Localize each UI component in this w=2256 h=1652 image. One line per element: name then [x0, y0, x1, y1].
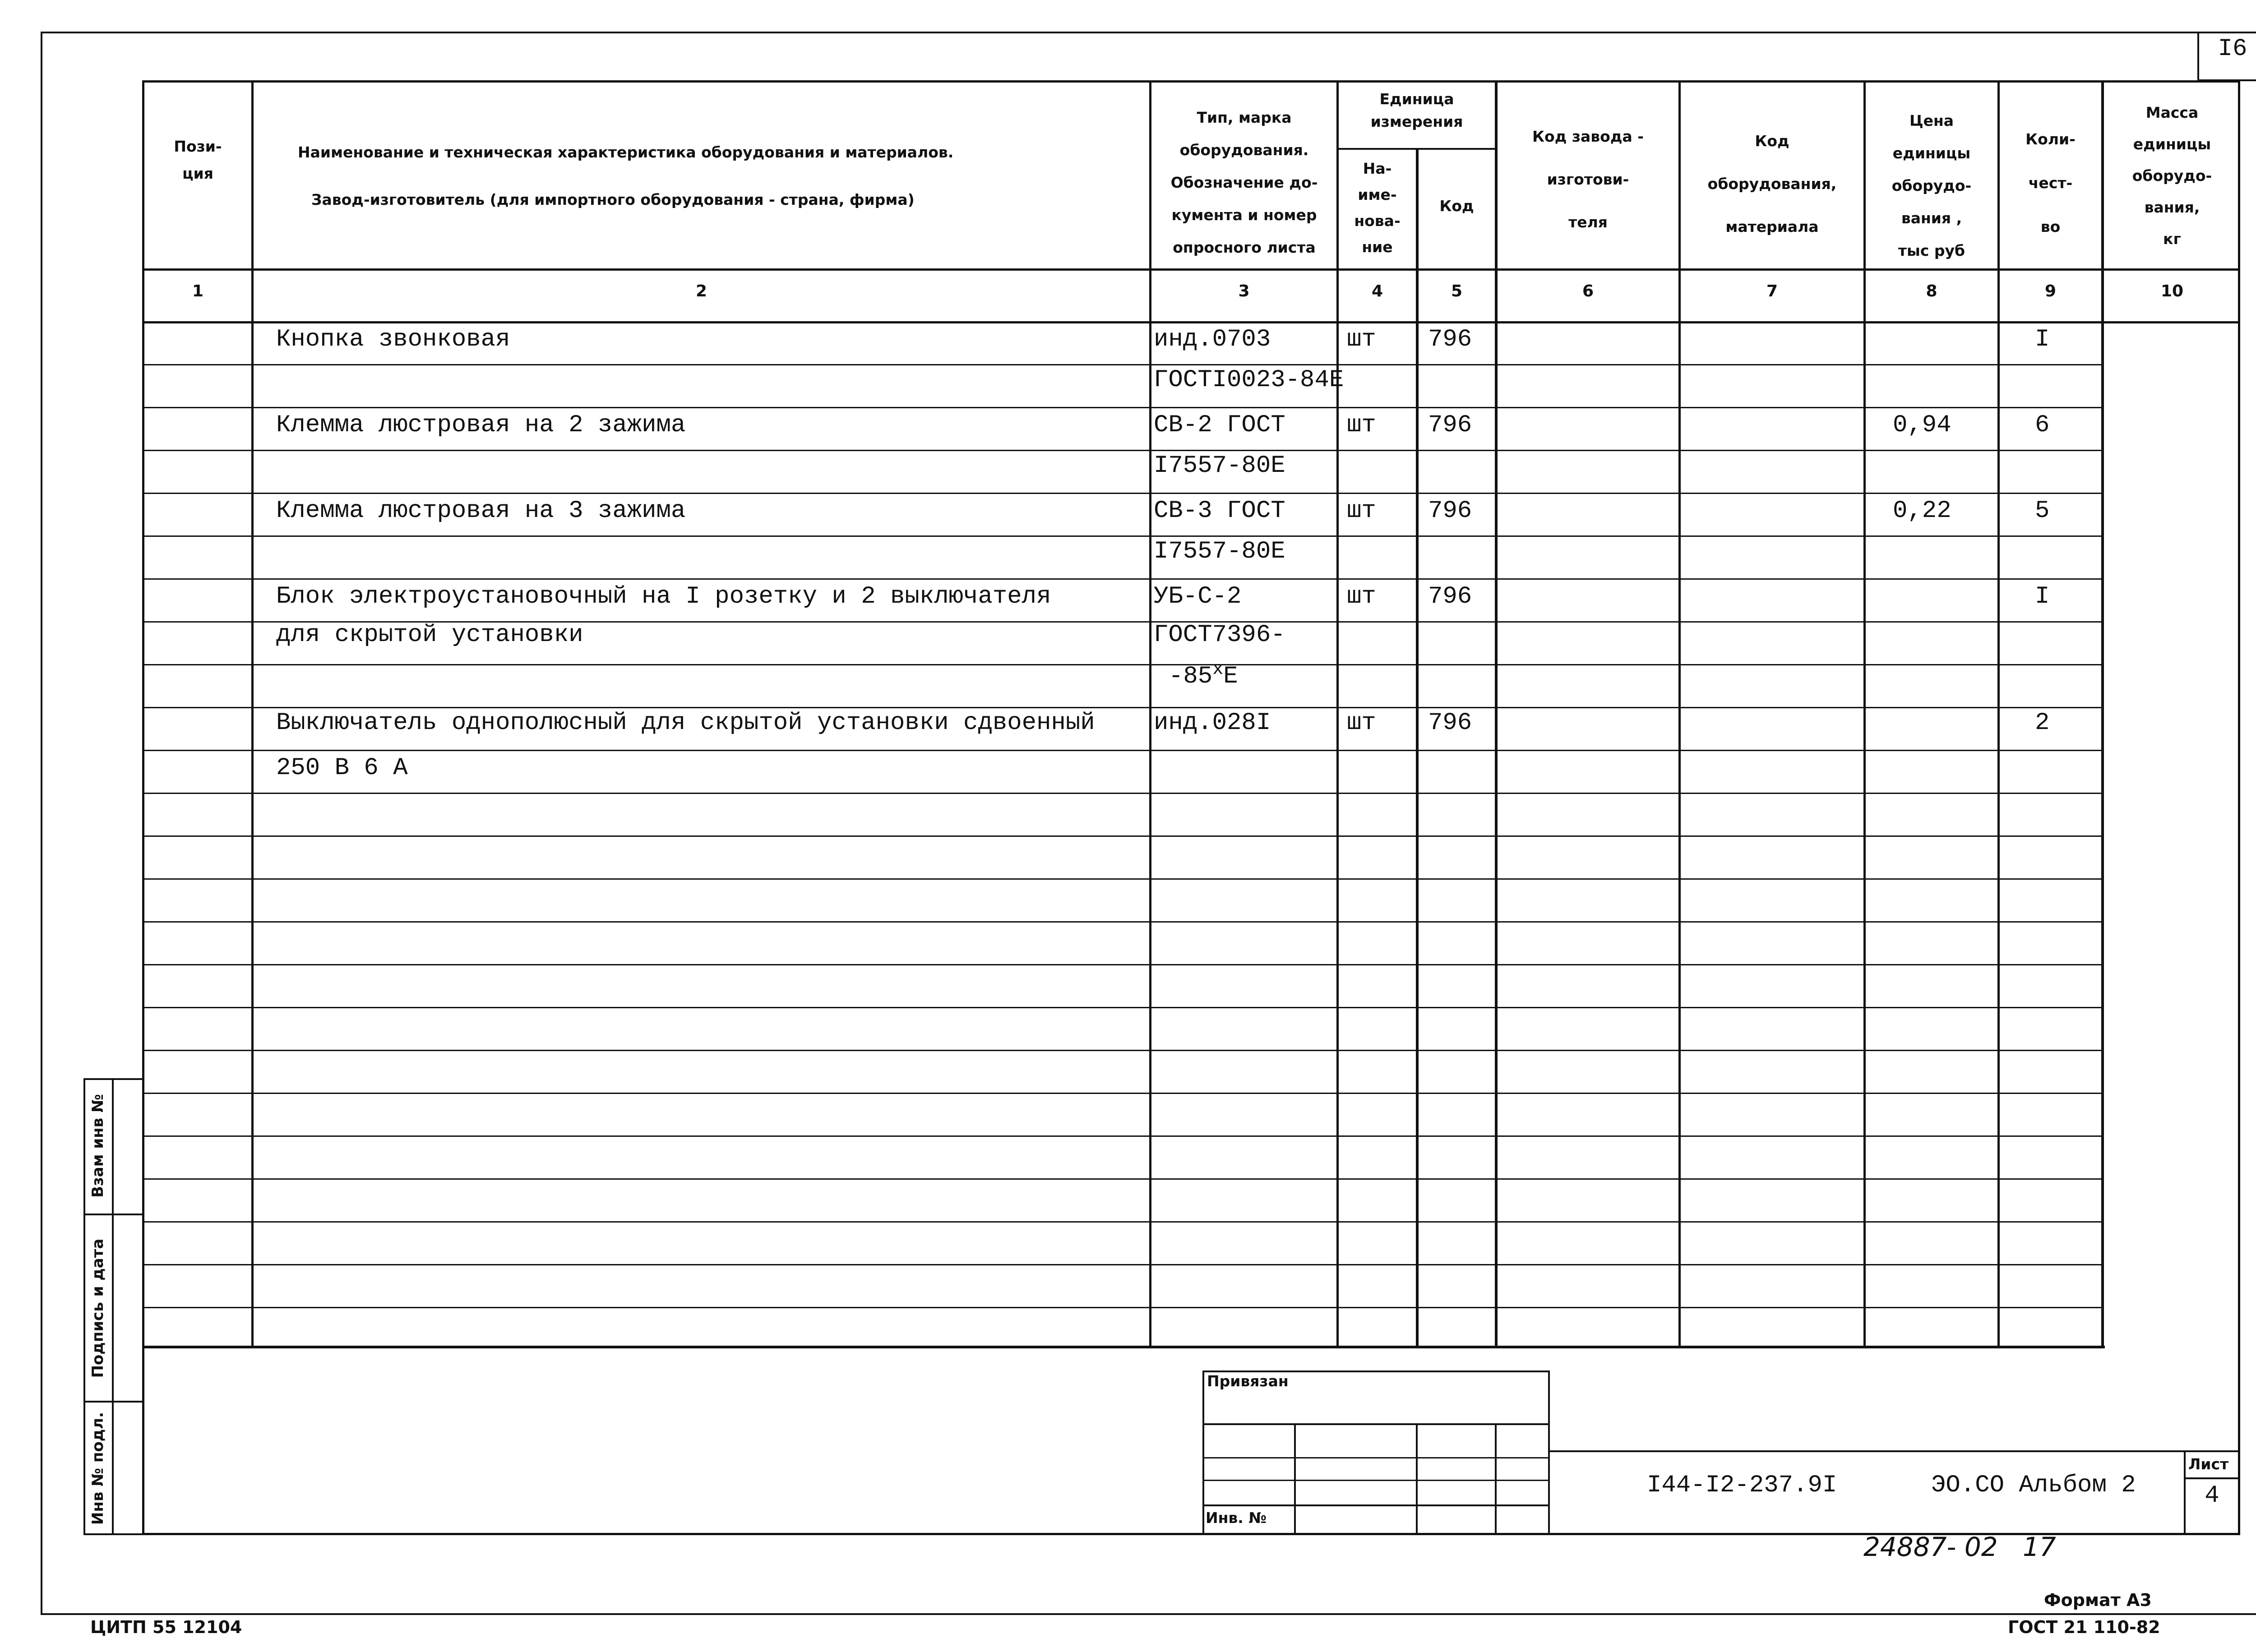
row-line-2 — [144, 407, 2103, 408]
row-line-19 — [144, 1135, 2103, 1137]
cell-code: 796 — [1428, 497, 1472, 525]
col-line-6 — [1678, 80, 1681, 1348]
cell-type — [1169, 660, 1238, 690]
header-price: Цена единицы оборудо- вания , тыс руб — [1891, 112, 1972, 259]
header-equipment-code: Код оборудования, материала — [1707, 132, 1837, 235]
cell-qty: 6 — [2035, 411, 2050, 439]
cell-type-tail: Е — [1223, 663, 1238, 690]
cell-type-superscript: x — [1212, 660, 1224, 680]
colnum-3: 3 — [1238, 282, 1250, 300]
cell-type: СВ-2 ГОСТ — [1154, 411, 1285, 439]
document-code: I44-I2-237.9I — [1647, 1472, 1837, 1499]
cell-qty: 5 — [2035, 497, 2050, 525]
cell-type: УБ-С-2 — [1154, 583, 1242, 610]
cell-type: I7557-80Е — [1154, 452, 1285, 480]
row-line-22 — [144, 1264, 2103, 1265]
colnum-8: 8 — [1926, 282, 1937, 300]
colnum-4: 4 — [1371, 282, 1383, 300]
row-line-8 — [144, 664, 2103, 665]
header-unit-group: Единица измерения — [1370, 90, 1463, 130]
col-line-4 — [1416, 148, 1419, 1348]
cell-name: Клемма люстровая на 3 зажима — [276, 497, 686, 525]
colnum-9: 9 — [2044, 282, 2057, 300]
cell-qty: 2 — [2035, 709, 2050, 737]
footer-citp: ЦИТП 55 12104 — [90, 1617, 242, 1637]
header-mass: Масса единицы оборудо- вания, кг — [2132, 104, 2212, 248]
cell-name: Выключатель однополюсный для скрытой установки сдвоенный — [276, 709, 1095, 737]
album-label: ЭО.СО Альбом 2 — [1931, 1472, 2136, 1499]
title-block-hline-3 — [1202, 1480, 1550, 1481]
cell-name: Блок электроустановочный на I розетку и 2 выключателя — [276, 583, 1051, 610]
cell-name: 250 В 6 А — [276, 754, 408, 782]
row-line-13 — [144, 878, 2103, 880]
colnum-2: 2 — [695, 282, 707, 300]
side-stamp-inv: Инв № подл. — [89, 1412, 107, 1525]
row-line-4 — [144, 493, 2103, 494]
header-position: Пози- ция — [174, 138, 222, 182]
cell-name: Кнопка звонковая — [276, 326, 510, 353]
cell-code: 796 — [1428, 326, 1472, 353]
row-line-18 — [144, 1093, 2103, 1094]
row-line-9 — [144, 707, 2103, 708]
cell-price: 0,22 — [1893, 497, 1951, 525]
title-block-vline-2 — [1416, 1423, 1418, 1535]
list-label: Лист — [2188, 1455, 2229, 1473]
side-stamp-vzam: Взам инв № — [89, 1094, 107, 1198]
row-line-16 — [144, 1007, 2103, 1008]
colnum-7: 7 — [1766, 282, 1778, 300]
header-type: Тип, марка оборудования. Обозначение до- кумента и номер опросного листа — [1170, 109, 1318, 256]
footer-gost: ГОСТ 21 110-82 — [2008, 1617, 2160, 1637]
colnum-1: 1 — [192, 282, 204, 300]
col-line-3 — [1336, 80, 1339, 1348]
row-line-17 — [144, 1050, 2103, 1051]
cell-code: 796 — [1428, 411, 1472, 439]
cell-unit: шт — [1347, 583, 1376, 610]
title-block-hline-4 — [1202, 1504, 1550, 1506]
side-stamp-podpis: Подпись и дата — [89, 1238, 107, 1378]
cell-code: 796 — [1428, 583, 1472, 610]
row-line-10 — [144, 750, 2103, 751]
title-block-privyazan: Привязан — [1207, 1372, 1289, 1390]
cell-qty: I — [2035, 326, 2050, 353]
title-block-vline-3 — [1495, 1423, 1497, 1535]
row-line-21 — [144, 1221, 2103, 1223]
col-line-8 — [1997, 80, 2000, 1348]
cell-type: ГОСТI0023-84Е — [1154, 366, 1344, 394]
row-line-15 — [144, 964, 2103, 965]
col-line-1 — [251, 80, 254, 1348]
cell-unit: шт — [1347, 497, 1376, 525]
footer-format: Формат А3 — [2044, 1590, 2152, 1610]
col-line-7 — [1863, 80, 1866, 1348]
header-name: Наименование и техническая характеристика оборудования и материалов. Завод-изготовитель (для импортного оборудования - страна, фирма) — [298, 143, 954, 208]
title-block-hline-1 — [1202, 1423, 1550, 1425]
header-unit-name: На- име- нова- ние — [1354, 160, 1401, 256]
row-line-11 — [144, 793, 2103, 794]
row-line-5 — [144, 535, 2103, 537]
title-block-hline-2 — [1202, 1457, 1550, 1458]
cell-qty: I — [2035, 583, 2050, 610]
colnum-6: 6 — [1582, 282, 1594, 300]
cell-name: Клемма люстровая на 2 зажима — [276, 411, 686, 439]
title-main-line — [1550, 1450, 2240, 1452]
list-box-divider — [2184, 1477, 2240, 1479]
col-line-9 — [2101, 80, 2104, 1348]
cell-type-main: -85 — [1169, 663, 1213, 690]
row-line-3 — [144, 450, 2103, 451]
cell-type: инд.028I — [1154, 709, 1271, 737]
cell-code: 796 — [1428, 709, 1472, 737]
cell-unit: шт — [1347, 326, 1376, 353]
header-bottom-line — [142, 268, 2240, 271]
cell-unit: шт — [1347, 411, 1376, 439]
cell-type: ГОСТ7396- — [1154, 621, 1285, 649]
row-line-6 — [144, 578, 2103, 580]
colnum-10: 10 — [2160, 282, 2184, 300]
title-block-vline-1 — [1294, 1423, 1296, 1535]
header-unit-code: Код — [1439, 197, 1474, 215]
row-line-12 — [144, 835, 2103, 837]
colnum-bottom-line — [142, 321, 2240, 323]
row-line-1 — [144, 364, 2103, 365]
cell-unit: шт — [1347, 709, 1376, 737]
col-line-5 — [1495, 80, 1498, 1348]
colnum-5: 5 — [1451, 282, 1463, 300]
cell-type: инд.0703 — [1154, 326, 1271, 353]
table-bottom-line — [142, 1346, 2105, 1348]
side-stamp-divider-v — [112, 1078, 114, 1535]
cell-price: 0,94 — [1893, 411, 1951, 439]
row-line-14 — [144, 921, 2103, 923]
col-line-2 — [1149, 80, 1151, 1348]
cell-type: СВ-3 ГОСТ — [1154, 497, 1285, 525]
side-stamp-divider-1 — [83, 1214, 144, 1215]
row-line-20 — [144, 1178, 2103, 1180]
cell-name: для скрытой установки — [276, 621, 583, 649]
header-factory-code: Код завода - изготови- теля — [1532, 128, 1644, 231]
list-number: 4 — [2205, 1482, 2219, 1509]
corner-sheet-number: I6 — [2218, 35, 2247, 63]
cell-type: I7557-80Е — [1154, 538, 1285, 565]
title-block-inv-no: Инв. № — [1206, 1509, 1267, 1527]
row-line-23 — [144, 1307, 2103, 1308]
header-quantity: Коли- чест- во — [2025, 130, 2076, 235]
handwritten-inventory-number: 24887- 02 17 — [1863, 1532, 2056, 1562]
